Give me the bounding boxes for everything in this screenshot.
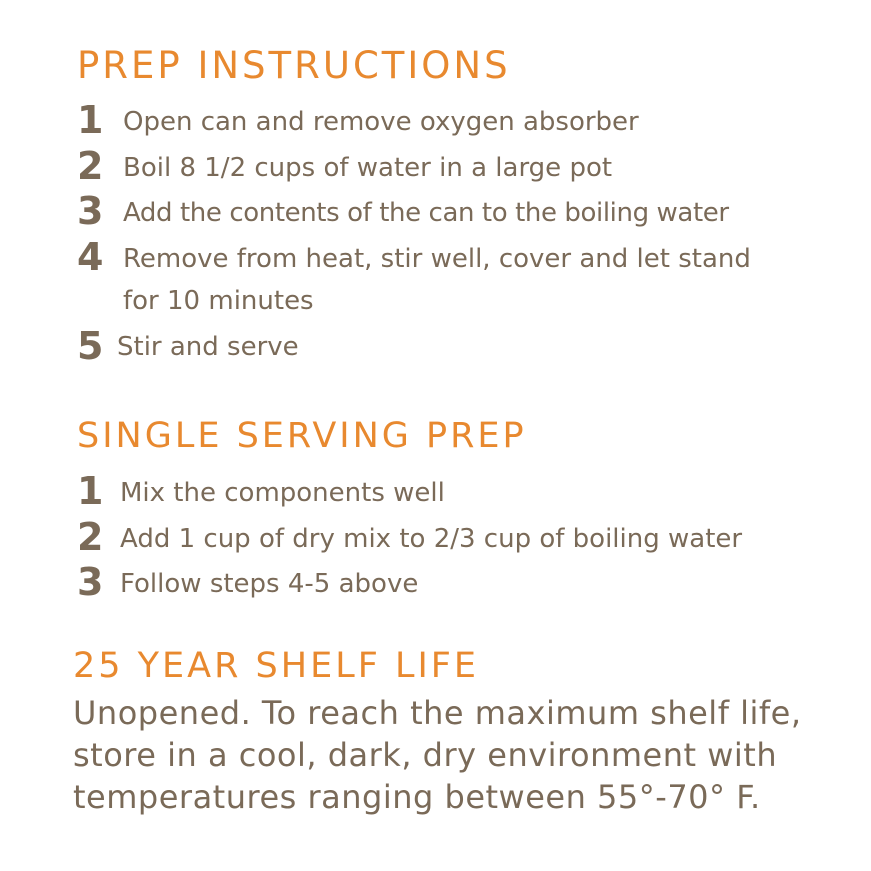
step-number: 2 <box>77 515 104 559</box>
step-number: 5 <box>77 324 104 368</box>
step-text: Add the contents of the can to the boiling water <box>123 198 729 228</box>
shelf-life-line-2: store in a cool, dark, dry environment with <box>73 736 778 774</box>
step-text-continued: for 10 minutes <box>123 286 314 316</box>
step-number: 1 <box>77 469 104 513</box>
shelf-life-line-3: temperatures ranging between 55°-70° F. <box>73 778 761 816</box>
step-number: 3 <box>77 189 104 233</box>
step-number: 3 <box>77 560 104 604</box>
step-number: 2 <box>77 144 104 188</box>
step-text: Add 1 cup of dry mix to 2/3 cup of boiling water <box>120 524 743 554</box>
step-text: Follow steps 4-5 above <box>120 569 419 599</box>
single-serving-heading: SINGLE SERVING PREP <box>77 416 527 456</box>
shelf-life-description <box>73 692 802 818</box>
prep-instructions-heading: PREP INSTRUCTIONS <box>77 44 511 87</box>
step-text: Mix the components well <box>120 478 445 508</box>
step-number: 1 <box>77 98 104 142</box>
step-text: Remove from heat, stir well, cover and let stand <box>123 244 751 274</box>
step-number: 4 <box>77 235 104 279</box>
step-text: Open can and remove oxygen absorber <box>123 107 639 137</box>
step-text: Boil 8 1/2 cups of water in a large pot <box>123 153 613 183</box>
shelf-life-line-1: Unopened. To reach the maximum shelf life, <box>73 694 802 732</box>
step-text: Stir and serve <box>117 332 299 362</box>
shelf-life-heading: 25 YEAR SHELF LIFE <box>73 646 480 686</box>
